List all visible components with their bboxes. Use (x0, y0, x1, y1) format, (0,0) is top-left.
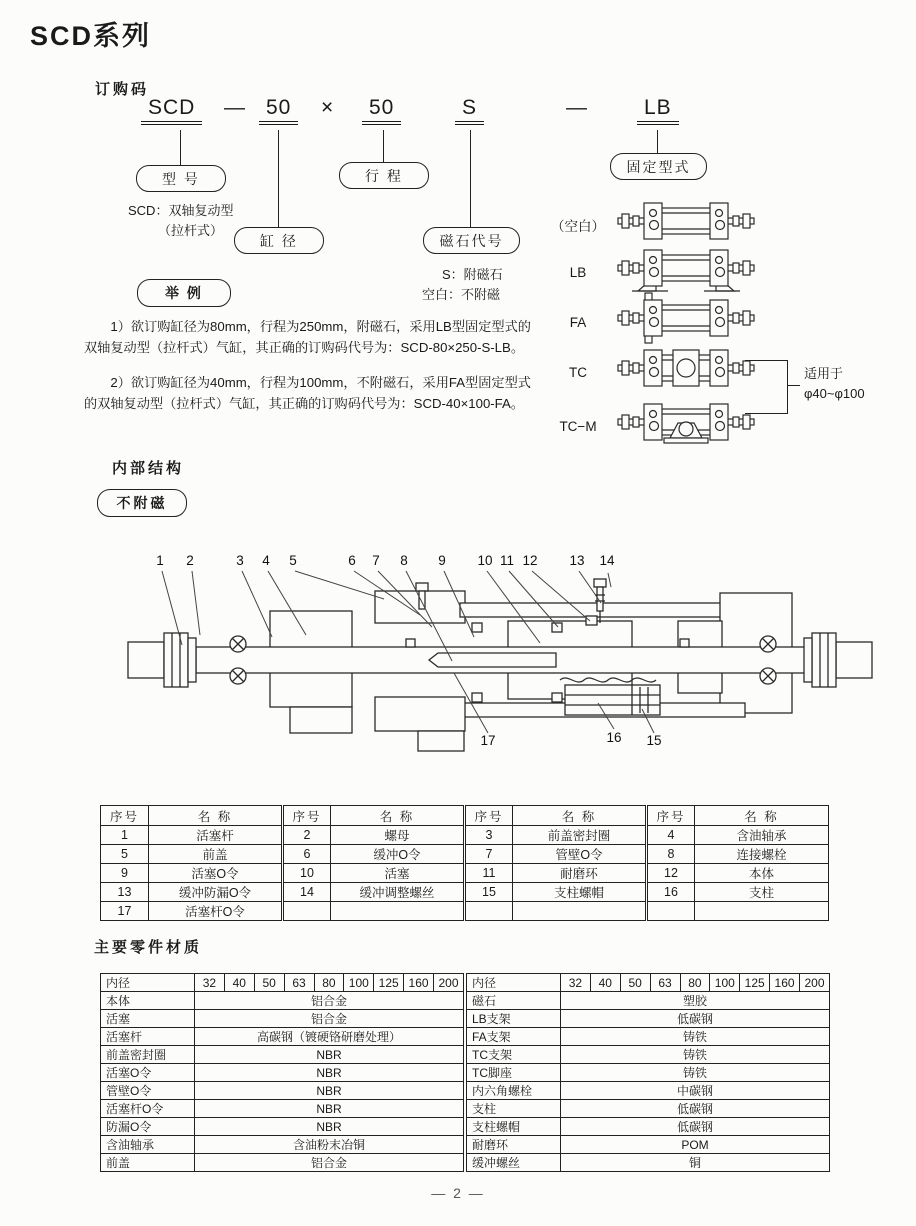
part-name-cell: 支柱 (695, 883, 829, 902)
table-row (101, 1082, 464, 1100)
leader-line-stroke (383, 130, 384, 162)
callout-number: 5 (289, 553, 297, 568)
material-part-cell: LB支架 (467, 1010, 561, 1028)
part-number-cell: 1 (101, 826, 149, 845)
part-name-cell: 含油轴承 (695, 826, 829, 845)
example-2: 2）欲订购缸径为40mm，行程为100mm，不附磁石，采用FA型固定型式的双轴复动型（拉杆式）气缸，其正确的订购码代号为：SCD-40×100-FA。 (84, 375, 531, 412)
part-name-cell: 连接螺栓 (695, 845, 829, 864)
code-mount: LB (637, 96, 679, 125)
bore-label-cell: 内径 (467, 974, 561, 992)
material-value-cell: 铸铁 (561, 1064, 830, 1082)
part-name-cell (513, 902, 647, 921)
mount-type-row (545, 342, 761, 402)
part-name-cell: 本体 (695, 864, 829, 883)
bore-size-cell: 50 (254, 974, 284, 992)
callout-number: 9 (438, 553, 446, 568)
parts-col-header-name: 名 称 (513, 806, 647, 826)
bore-size-cell: 125 (740, 974, 770, 992)
materials-tables (100, 973, 830, 1172)
table-row (101, 883, 829, 902)
material-value-cell: 中碳钢 (561, 1082, 830, 1100)
table-row (101, 1064, 464, 1082)
mount-type-label: （空白） (551, 219, 605, 234)
material-part-cell: 内六角螺栓 (467, 1082, 561, 1100)
material-part-cell: FA支架 (467, 1028, 561, 1046)
table-row (101, 864, 829, 883)
part-number-cell: 14 (283, 883, 331, 902)
example-badge: 举 例 (137, 279, 231, 307)
callout-number: 8 (400, 553, 408, 568)
cylinder-clevis-icon (611, 396, 761, 456)
table-row (101, 845, 829, 864)
leader-line-magnet (470, 130, 471, 227)
parts-col-header-num: 序号 (101, 806, 149, 826)
bore-size-cell: 40 (590, 974, 620, 992)
callout-number: 16 (606, 730, 622, 745)
mount-note-line2: φ40~φ100 (804, 385, 865, 401)
material-part-cell: 本体 (101, 992, 195, 1010)
table-row (101, 826, 829, 845)
bore-size-cell: 100 (710, 974, 740, 992)
bore-size-cell: 200 (434, 974, 464, 992)
part-number-cell: 11 (465, 864, 513, 883)
part-number-cell: 9 (101, 864, 149, 883)
material-value-cell: NBR (195, 1118, 464, 1136)
bore-size-cell: 40 (224, 974, 254, 992)
model-note-line2: （拉杆式） (158, 222, 224, 238)
materials-table-left (100, 973, 464, 1172)
table-row (467, 1028, 830, 1046)
mount-type-label: TC−M (559, 418, 597, 434)
part-name-cell: 缓冲O令 (331, 845, 465, 864)
part-name-cell: 前盖密封圈 (513, 826, 647, 845)
material-part-cell: 防漏O令 (101, 1118, 195, 1136)
material-value-cell: 铝合金 (195, 1154, 464, 1172)
code-dash-2: — (566, 96, 588, 119)
example-1: 1）欲订购缸径为80mm，行程为250mm，附磁石，采用LB型固定型式的双轴复动型（拉杆式）气缸，其正确的订购码代号为：SCD-80×250-S-LB。 (84, 319, 531, 356)
mount-type-label: TC (569, 364, 587, 380)
bore-size-cell: 80 (680, 974, 710, 992)
material-value-cell: 铝合金 (195, 992, 464, 1010)
table-row (467, 1082, 830, 1100)
material-part-cell: 磁石 (467, 992, 561, 1010)
code-bore: 50 (259, 96, 298, 125)
callout-number: 7 (372, 553, 380, 568)
code-times: × (321, 96, 335, 119)
part-name-cell: 活塞杆 (149, 826, 283, 845)
material-part-cell: 管壁O令 (101, 1082, 195, 1100)
part-name-cell (695, 902, 829, 921)
mount-note-line1: 适用于 (804, 366, 844, 381)
internal-structure-diagram (120, 545, 880, 785)
parts-col-header-name: 名 称 (331, 806, 465, 826)
part-number-cell: 10 (283, 864, 331, 883)
material-value-cell: NBR (195, 1100, 464, 1118)
material-value-cell: 低碳钢 (561, 1100, 830, 1118)
bore-label-cell: 内径 (101, 974, 195, 992)
model-note (128, 201, 233, 240)
magnet-note (422, 265, 532, 304)
cylinder-trunnion-icon (611, 342, 761, 402)
table-row (467, 1010, 830, 1028)
leader-line-bore (278, 130, 279, 227)
table-row (101, 1154, 464, 1172)
material-value-cell: 铸铁 (561, 1046, 830, 1064)
material-value-cell: 塑胶 (561, 992, 830, 1010)
table-row (467, 1064, 830, 1082)
callout-number: 11 (499, 553, 515, 568)
label-box-model: 型 号 (136, 165, 226, 192)
bore-size-cell: 125 (374, 974, 404, 992)
parts-col-header-num: 序号 (647, 806, 695, 826)
materials-table-right (466, 973, 830, 1172)
label-box-magnet: 磁石代号 (423, 227, 520, 254)
part-name-cell: 前盖 (149, 845, 283, 864)
callout-number: 17 (480, 733, 496, 748)
bore-size-cell: 200 (800, 974, 830, 992)
part-name-cell: 活塞杆O令 (149, 902, 283, 921)
example-paragraphs (84, 316, 536, 429)
part-number-cell (283, 902, 331, 921)
mount-type-label: FA (569, 314, 587, 330)
table-row (467, 1100, 830, 1118)
callout-number: 10 (477, 553, 493, 568)
magnet-note-line2: 空白：不附磁 (422, 286, 501, 302)
part-name-cell (331, 902, 465, 921)
bore-size-cell: 32 (195, 974, 225, 992)
part-number-cell: 16 (647, 883, 695, 902)
part-name-cell: 缓冲调整螺丝 (331, 883, 465, 902)
table-row (101, 992, 464, 1010)
material-part-cell: 活塞杆O令 (101, 1100, 195, 1118)
material-value-cell: 低碳钢 (561, 1118, 830, 1136)
leader-line-model (180, 130, 181, 165)
label-box-bore: 缸 径 (234, 227, 324, 254)
material-value-cell: NBR (195, 1082, 464, 1100)
callout-number: 13 (569, 553, 585, 568)
table-row (467, 1046, 830, 1064)
bore-size-cell: 160 (770, 974, 800, 992)
part-name-cell: 活塞O令 (149, 864, 283, 883)
table-row (101, 1028, 464, 1046)
bore-size-cell: 160 (404, 974, 434, 992)
table-row (467, 1118, 830, 1136)
page-title: SCD系列 (30, 21, 152, 51)
material-part-cell: TC支架 (467, 1046, 561, 1064)
bore-size-cell: 32 (561, 974, 591, 992)
table-row (101, 1118, 464, 1136)
part-number-cell: 8 (647, 845, 695, 864)
part-name-cell: 螺母 (331, 826, 465, 845)
material-value-cell: 铜 (561, 1154, 830, 1172)
structure-section-title: 内部结构 (112, 460, 185, 477)
part-name-cell: 支柱螺帽 (513, 883, 647, 902)
leader-line-mount (657, 130, 658, 153)
part-name-cell: 缓冲防漏O令 (149, 883, 283, 902)
parts-table-header-row (101, 806, 829, 826)
table-row (101, 902, 829, 921)
material-value-cell: 低碳钢 (561, 1010, 830, 1028)
callout-number: 6 (348, 553, 356, 568)
material-part-cell: 含油轴承 (101, 1136, 195, 1154)
parts-col-header-num: 序号 (465, 806, 513, 826)
material-part-cell: 缓冲螺丝 (467, 1154, 561, 1172)
material-value-cell: NBR (195, 1046, 464, 1064)
materials-header-row (101, 974, 464, 992)
part-number-cell (465, 902, 513, 921)
part-number-cell: 17 (101, 902, 149, 921)
callout-number: 14 (599, 553, 615, 568)
table-row (467, 992, 830, 1010)
part-name-cell: 活塞 (331, 864, 465, 883)
bore-size-cell: 63 (650, 974, 680, 992)
bore-size-cell: 50 (620, 974, 650, 992)
table-row (101, 1136, 464, 1154)
code-dash-1: — (224, 96, 246, 119)
bore-size-cell: 80 (314, 974, 344, 992)
part-number-cell: 15 (465, 883, 513, 902)
bore-size-cell: 100 (344, 974, 374, 992)
part-number-cell: 13 (101, 883, 149, 902)
material-part-cell: 耐磨环 (467, 1136, 561, 1154)
material-part-cell: 活塞O令 (101, 1064, 195, 1082)
code-magnet: S (455, 96, 484, 125)
material-value-cell: 含油粉末冶铜 (195, 1136, 464, 1154)
callout-number: 4 (262, 553, 270, 568)
callout-number: 1 (156, 553, 164, 568)
material-part-cell: 支柱螺帽 (467, 1118, 561, 1136)
material-part-cell: TC脚座 (467, 1064, 561, 1082)
ordering-section-title: 订购码 (95, 81, 150, 98)
table-row (467, 1154, 830, 1172)
part-name-cell: 耐磨环 (513, 864, 647, 883)
part-number-cell (647, 902, 695, 921)
code-stroke: 50 (362, 96, 401, 125)
parts-col-header-name: 名 称 (149, 806, 283, 826)
part-number-cell: 4 (647, 826, 695, 845)
magnet-note-line1: S：附磁石 (442, 267, 503, 282)
parts-table (100, 805, 829, 921)
part-number-cell: 12 (647, 864, 695, 883)
materials-header-row (467, 974, 830, 992)
table-row (101, 1010, 464, 1028)
callout-number: 12 (522, 553, 538, 568)
part-number-cell: 7 (465, 845, 513, 864)
table-row (101, 1100, 464, 1118)
material-part-cell: 前盖 (101, 1154, 195, 1172)
parts-col-header-num: 序号 (283, 806, 331, 826)
bore-size-cell: 63 (284, 974, 314, 992)
table-row (467, 1136, 830, 1154)
part-number-cell: 2 (283, 826, 331, 845)
material-part-cell: 支柱 (467, 1100, 561, 1118)
table-row (101, 1046, 464, 1064)
material-value-cell: NBR (195, 1064, 464, 1082)
callout-number: 15 (646, 733, 662, 748)
part-number-cell: 5 (101, 845, 149, 864)
part-number-cell: 3 (465, 826, 513, 845)
material-part-cell: 活塞杆 (101, 1028, 195, 1046)
material-value-cell: POM (561, 1136, 830, 1154)
label-box-stroke: 行 程 (339, 162, 429, 189)
mount-note (804, 364, 865, 403)
mount-type-row (545, 396, 761, 456)
material-part-cell: 活塞 (101, 1010, 195, 1028)
code-model: SCD (141, 96, 202, 125)
material-value-cell: 高碳钢（镀硬铬研磨处理） (195, 1028, 464, 1046)
mount-note-bracket (745, 360, 788, 414)
part-name-cell: 管壁O令 (513, 845, 647, 864)
materials-section-title: 主要零件材质 (94, 939, 203, 956)
parts-col-header-name: 名 称 (695, 806, 829, 826)
material-value-cell: 铝合金 (195, 1010, 464, 1028)
no-magnet-badge: 不附磁 (97, 489, 187, 517)
mount-note-bracket-stub (787, 385, 800, 386)
model-note-line1: SCD：双轴复动型 (128, 203, 234, 218)
material-value-cell: 铸铁 (561, 1028, 830, 1046)
callout-number: 3 (236, 553, 244, 568)
callout-number: 2 (186, 553, 194, 568)
part-number-cell: 6 (283, 845, 331, 864)
label-box-mount: 固定型式 (610, 153, 707, 180)
page-number: — 2 — (431, 1185, 485, 1201)
mount-type-label: LB (569, 264, 587, 280)
material-part-cell: 前盖密封圈 (101, 1046, 195, 1064)
